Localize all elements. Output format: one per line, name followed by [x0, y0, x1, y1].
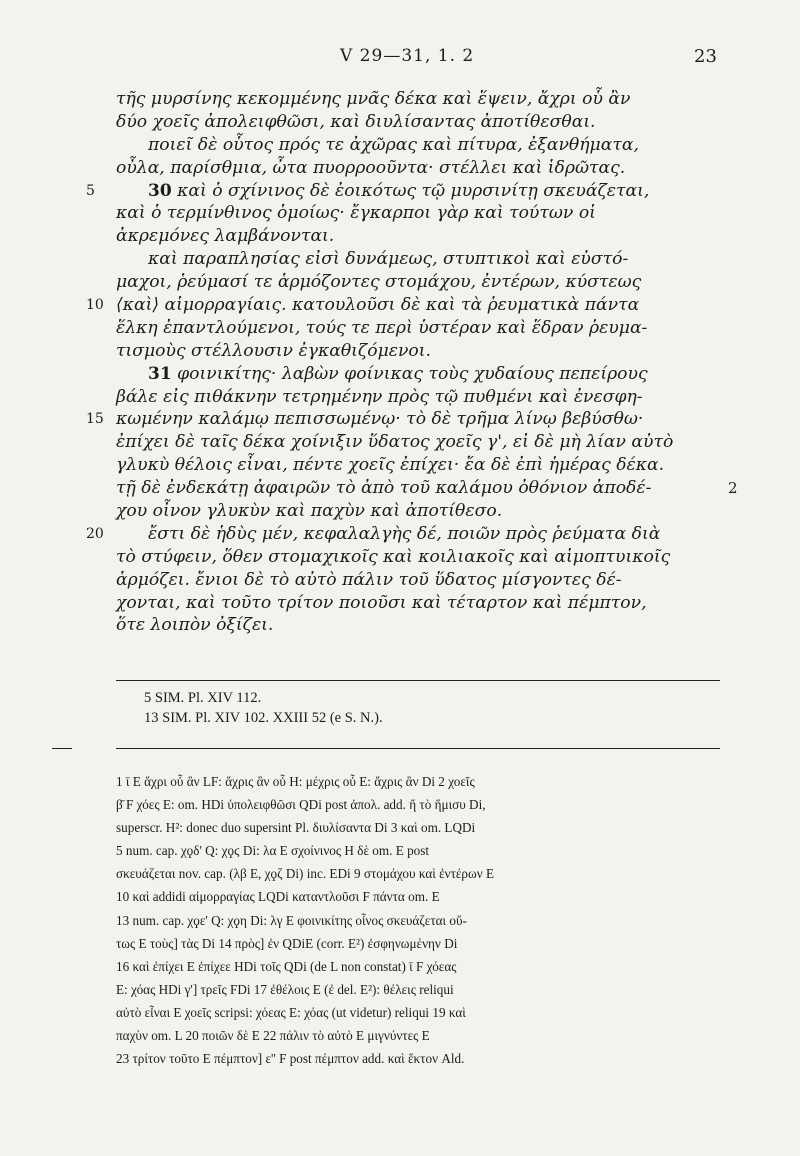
- line-text: τὸ στύφειν, ὅθεν στομαχικοῖς καὶ κοιλιακοῖς καὶ αἱμοπτυικοῖς: [116, 546, 671, 567]
- line-text: χου οἶνον γλυκὺν καὶ παχὺν καὶ ἀποτίθεσο.: [116, 501, 503, 522]
- line-text: ἁρμόζει. ἔνιοι δὲ τὸ αὐτὸ πάλιν τοῦ ὕδατος μίσγοντες δέ-: [116, 569, 622, 590]
- line-number: 10: [86, 297, 104, 314]
- text-line: [86, 294, 756, 317]
- line-text: τῇ δὲ ἐνδεκάτῃ ἀφαιρῶν τὸ ἀπὸ τοῦ καλάμου ὀθόνιον ἀποδέ-: [116, 478, 652, 499]
- line-text: ὅτε λοιπὸν ὀξίζει.: [116, 615, 274, 636]
- apparatus-line: β̄ F χόες E: om. HDi ὑπολειφθῶσι QDi post ἀπολ. add. ἤ τὸ ἥμισυ Di,: [116, 797, 486, 813]
- text-line: [86, 523, 756, 546]
- line-text: καὶ ὁ σχίνινος δὲ ἐοικότως τῷ μυρσινίτῃ σκευάζεται,: [171, 180, 650, 201]
- apparatus-line: superscr. H²: donec duo supersint Pl. διυλίσαντα Di 3 καὶ om. LQDi: [116, 820, 476, 836]
- text-line: [116, 202, 756, 225]
- text-line: [116, 157, 756, 180]
- text-line: [116, 500, 756, 523]
- text-line: [116, 614, 756, 637]
- line-text: δύο χοεῖς ἀπολειφθῶσι, καὶ διυλίσαντας ἀποτίθεσθαι.: [116, 111, 596, 132]
- text-line: [116, 88, 756, 111]
- text-line: [116, 454, 756, 477]
- apparatus-line: 10 καὶ addidi αἱμορραγίας LQDi καταντλοῦσι F πάντα om. E: [116, 889, 440, 905]
- apparatus-line: σκευάζεται nov. cap. (λβ E, χϙζ Di) inc. EDi 9 στομάχου καὶ ἐντέρων E: [116, 866, 495, 882]
- testimonia: [144, 688, 724, 728]
- text-line: [116, 546, 756, 569]
- apparatus-line: 1 ῑ E ἄχρι οὗ ἂν LF: ἄχρις ἂν οὗ H: μέχρις οὗ E: ἄχρις ἂν Di 2 χοεῖς: [116, 774, 475, 789]
- line-text: βάλε εἰς πιθάκνην τετρημένην πρὸς τῷ πυθμένι καὶ ἐνεσφη-: [116, 386, 643, 407]
- text-line: [116, 134, 756, 157]
- testimonia-line: 5 SIM. Pl. XIV 112.: [144, 690, 262, 706]
- line-text: ⟨καὶ⟩ αἱμορραγίαις. κατουλοῦσι δὲ καὶ τὰ ῥευματικὰ πάντα: [116, 295, 640, 316]
- text-line: [116, 592, 756, 615]
- margin-mark: [52, 748, 72, 749]
- line-text: ἀκρεμόνες λαμβάνονται.: [116, 226, 335, 247]
- line-number: 20: [86, 525, 104, 542]
- critical-apparatus: [116, 770, 728, 1070]
- line-text: μαχοι, ῥεύμασί τε ἁρμόζοντες στομάχου, ἐντέρων, κύστεως: [116, 272, 642, 293]
- apparatus-line: 5 num. cap. χϙδ' Q: χϙϛ Di: λα E σχοίνινος H δὲ om. E post: [116, 843, 430, 859]
- apparatus-line: 13 num. cap. χϙε' Q: χϙη Di: λγ E φοινικίτης οἶνος σκευάζεται οὕ-: [116, 912, 467, 928]
- text-line: [116, 431, 756, 454]
- page-header: [0, 46, 800, 70]
- apparatus-line: παχὺν om. L 20 ποιῶν δὲ E 22 πάλιν τὸ αὐτὸ E μιγνύντες E: [116, 1028, 430, 1044]
- line-number: 15: [86, 411, 104, 428]
- text-line: [116, 569, 756, 592]
- text-line: [116, 477, 756, 500]
- text-line: [86, 408, 756, 431]
- chapter-number: 31: [148, 363, 172, 384]
- line-text: οὖλα, παρίσθμια, ὦτα πυορροοῦντα· στέλλει καὶ ἱδρῶτας.: [116, 157, 626, 178]
- text-line: [116, 271, 756, 294]
- line-number: 5: [86, 182, 95, 199]
- line-text: ἔστι δὲ ἡδὺς μέν, κεφαλαλγὴς δέ, ποιῶν πρὸς ῥεύματα διὰ: [148, 523, 661, 544]
- line-text: ἐπίχει δὲ ταῖς δέκα χοίνιξιν ὕδατος χοεῖς γ', εἰ δὲ μὴ λίαν αὐτὸ: [116, 432, 674, 453]
- text-line: [116, 386, 756, 409]
- line-text: καὶ παραπλησίας εἰσὶ δυνάμεως, στυπτικοὶ καὶ εὐστό-: [148, 249, 629, 270]
- text-line: [116, 111, 756, 134]
- line-text: χονται, καὶ τοῦτο τρίτον ποιοῦσι καὶ τέταρτον καὶ πέμπτον,: [116, 592, 647, 613]
- apparatus-line: E: χόας HDi γ'] τρεῖς FDi 17 ἐθέλοις E (ἐ del. E²): θέλεις reliqui: [116, 981, 454, 997]
- line-text: κωμένην καλάμῳ πεπισσωμένῳ· τὸ δὲ τρῆμα λίνῳ βεβύσθω·: [116, 409, 644, 430]
- line-text: γλυκὺ θέλοις εἶναι, πέντε χοεῖς ἐπίχει· ἔα δὲ ἐπὶ ἡμέρας δέκα.: [116, 455, 665, 476]
- main-text: [86, 88, 756, 637]
- text-line: [116, 340, 756, 363]
- line-text: καὶ ὁ τερμίνθινος ὁμοίως· ἔγκαρποι γὰρ καὶ τούτων οἱ: [116, 203, 596, 224]
- apparatus-line: τως E τοὺς] τὰς Di 14 πρὸς] ἐν QDiE (corr. E²) ἐσφηνωμένην Di: [116, 935, 458, 951]
- line-text: ἕλκη ἐπαντλούμενοι, τούς τε περὶ ὑστέραν καὶ ἕδραν ῥευμα-: [116, 317, 648, 338]
- apparatus-divider: [116, 748, 720, 749]
- page-number: 23: [694, 46, 717, 67]
- line-text: ποιεῖ δὲ οὗτος πρός τε ἀχῶρας καὶ πίτυρα, ἐξανθήματα,: [148, 134, 639, 155]
- apparatus-line: 23 τρίτον τοῦτο E πέμπτον] ε'' F post πέμπτον add. καὶ ἕκτον Ald.: [116, 1051, 465, 1067]
- running-head: V 29—31, 1. 2: [340, 46, 475, 66]
- text-line: [116, 363, 756, 386]
- line-text: τῆς μυρσίνης κεκομμένης μνᾶς δέκα καὶ ἕψειν, ἄχρι οὗ ἂν: [116, 89, 631, 109]
- text-line: [116, 317, 756, 340]
- text-line: [116, 248, 756, 271]
- apparatus-line: 16 καὶ ἐπίχει E ἐπίχεε HDi τοῖς QDi (de L non constat) ῑ F χόεας: [116, 958, 457, 974]
- margin-number: 2: [728, 479, 738, 498]
- text-line: [116, 225, 756, 248]
- line-text: φοινικίτης· λαβὼν φοίνικας τοὺς χυδαίους πεπείρους: [171, 363, 648, 384]
- line-text: τισμοὺς στέλλουσιν ἐγκαθιζόμενοι.: [116, 340, 431, 361]
- text-divider: [116, 680, 720, 681]
- text-line: [86, 180, 756, 203]
- testimonia-line: 13 SIM. Pl. XIV 102. XXIII 52 (e S. N.).: [144, 710, 383, 726]
- chapter-number: 30: [148, 180, 172, 201]
- apparatus-line: αὐτὸ εἶναι E χοεῖς scripsi: χόεας E: χόας (ut videtur) reliqui 19 καὶ: [116, 1004, 466, 1020]
